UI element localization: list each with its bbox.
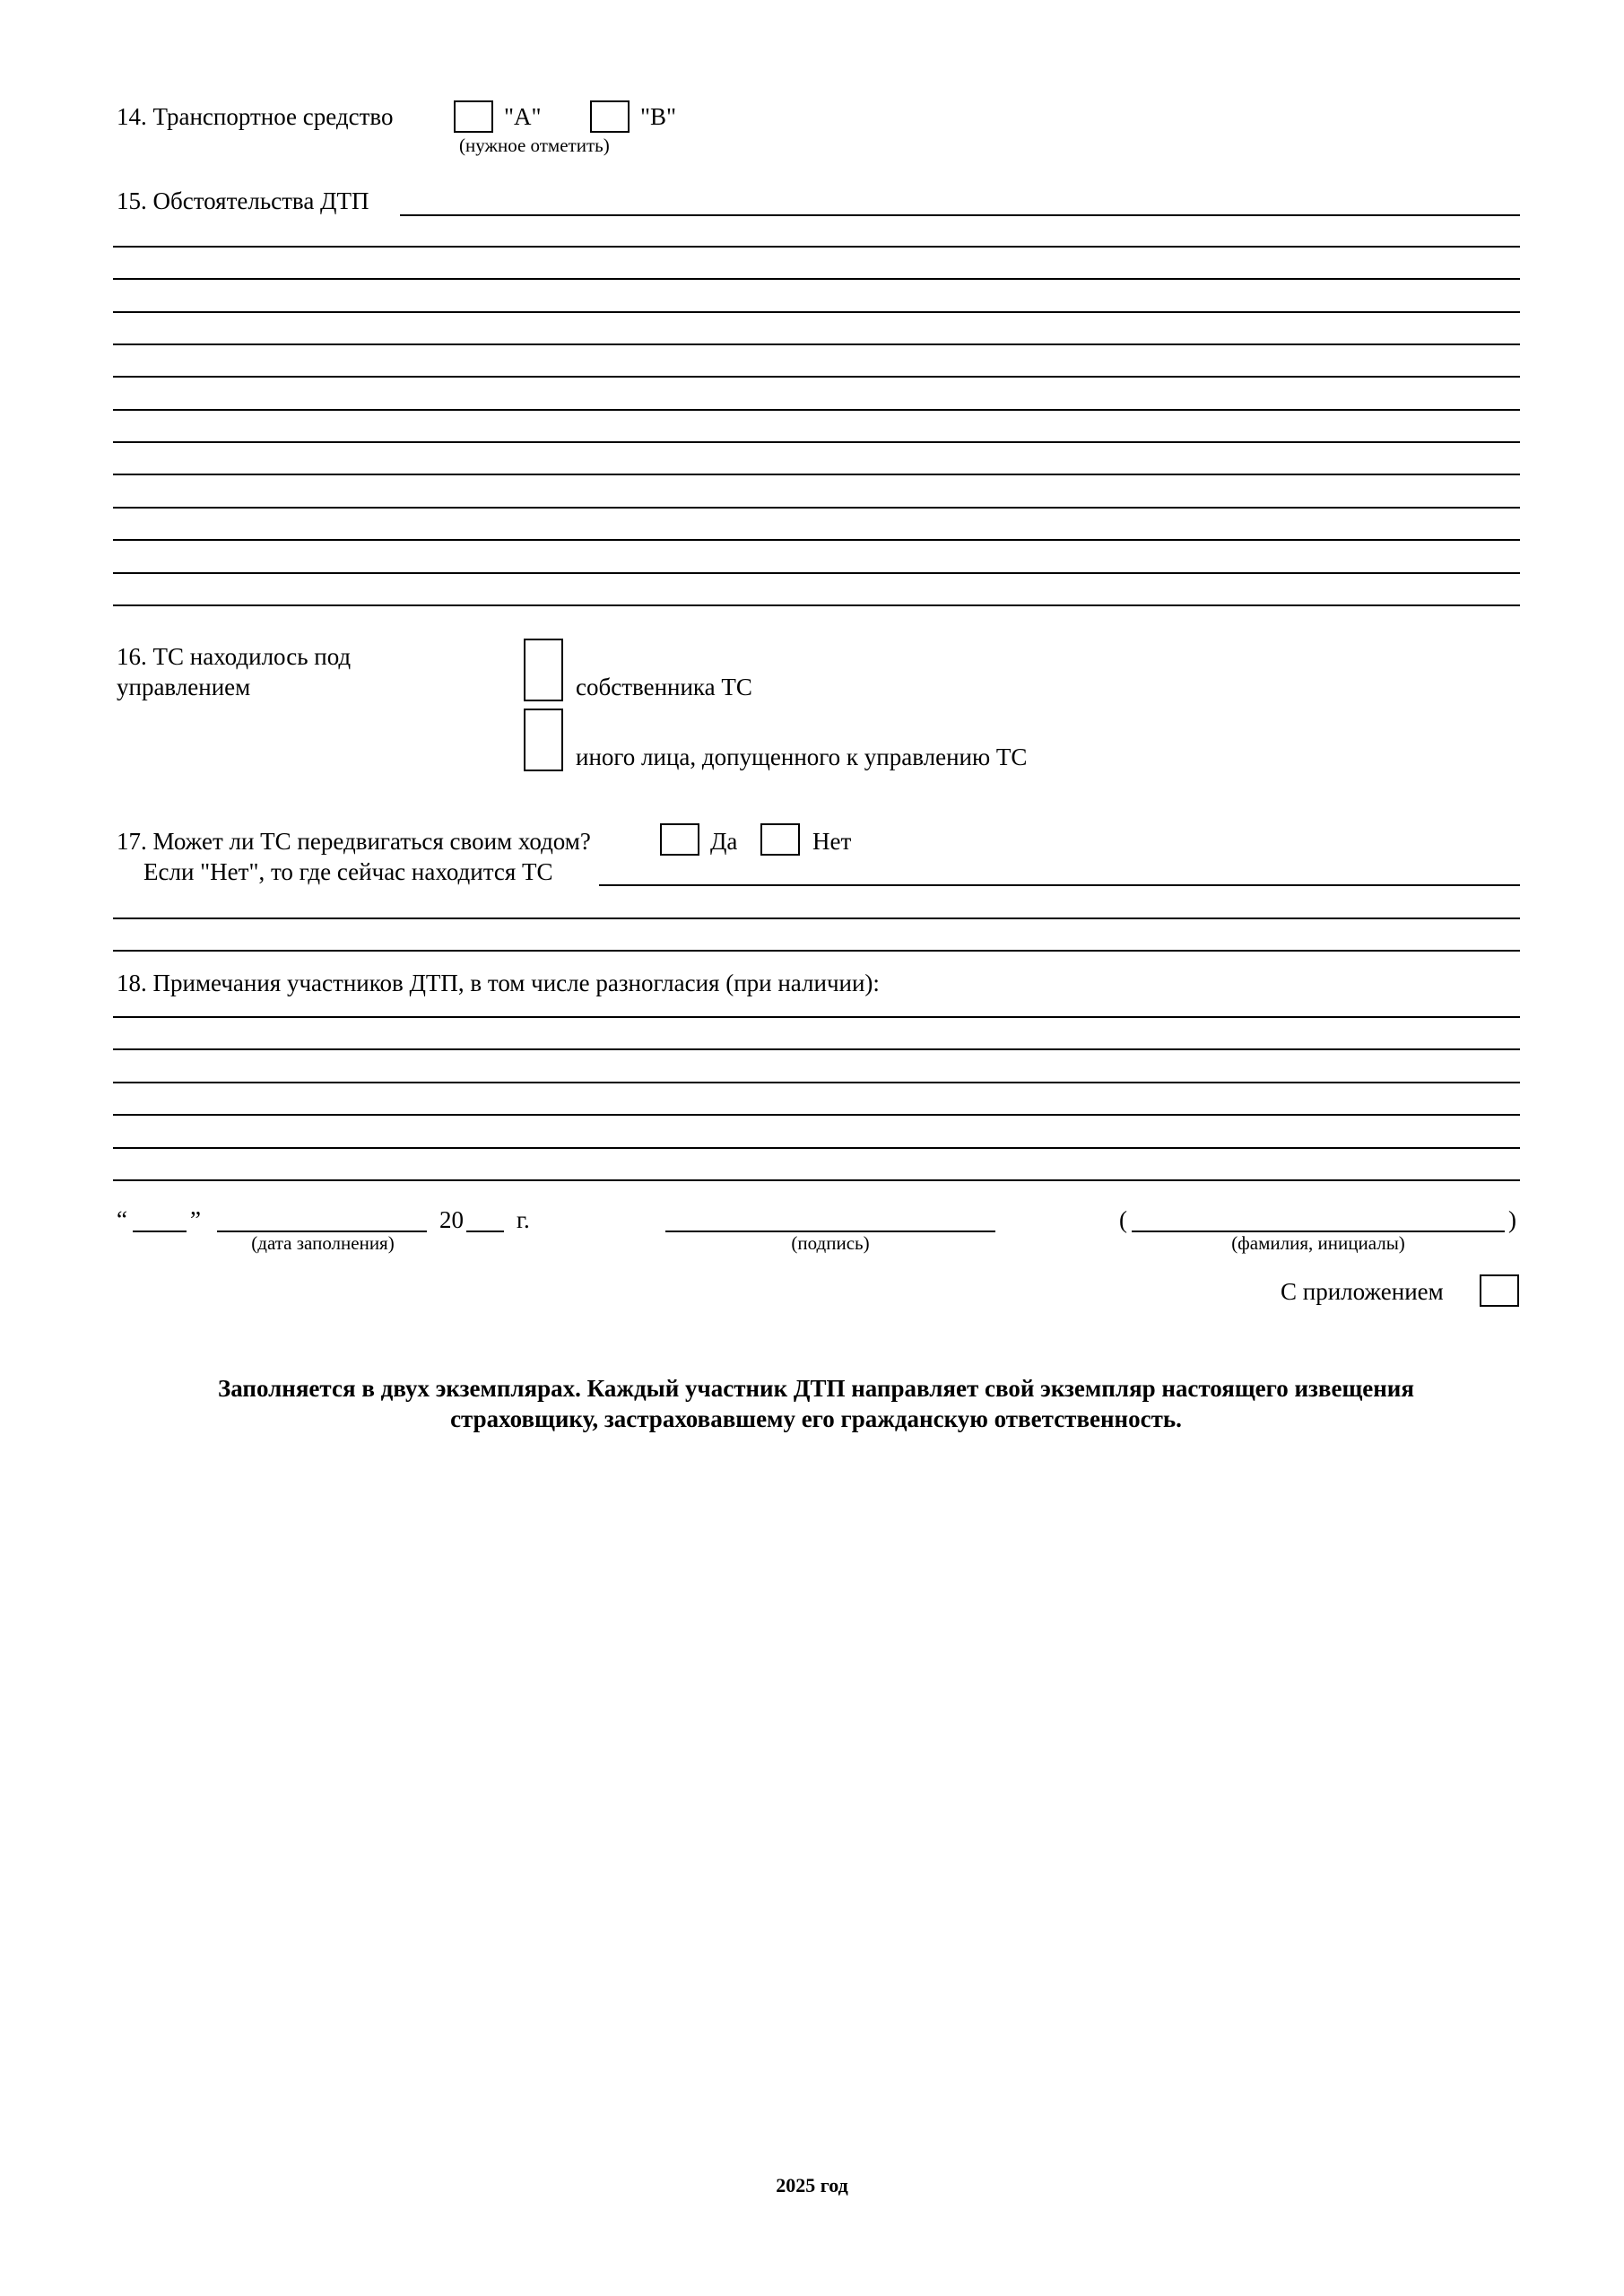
date-caption: (дата заполнения) [251, 1232, 395, 1254]
circumstances-line[interactable] [113, 604, 1520, 606]
remarks-line[interactable] [113, 1048, 1520, 1050]
date-quote-open: “ [117, 1206, 127, 1233]
movable-no-checkbox[interactable] [760, 823, 800, 856]
driver-other-checkbox[interactable] [524, 709, 563, 771]
date-year-line[interactable] [466, 1231, 504, 1232]
attachment-label: С приложением [1281, 1278, 1444, 1305]
remarks-line[interactable] [113, 1016, 1520, 1018]
date-year-suffix: г. [517, 1206, 530, 1233]
vehicle-location-line[interactable] [113, 950, 1520, 952]
vehicle-location-label: Если "Нет", то где сейчас находится ТС [143, 858, 553, 885]
item17-label: 17. Может ли ТС передвигаться своим ходом? [117, 828, 591, 855]
circumstances-line[interactable] [113, 507, 1520, 509]
vehicle-b-checkbox[interactable] [590, 100, 630, 133]
circumstances-line[interactable] [113, 474, 1520, 475]
circumstances-line[interactable] [113, 539, 1520, 541]
footer-note-line2: страховщику, застраховавшему его гражданскую ответственность. [450, 1405, 1182, 1432]
movable-yes-checkbox[interactable] [660, 823, 699, 856]
footer-note-line1: Заполняется в двух экземплярах. Каждый участник ДТП направляет свой экземпляр настоящего извещения [218, 1375, 1414, 1402]
driver-other-label: иного лица, допущенного к управлению ТС [576, 744, 1028, 770]
movable-no-label: Нет [812, 828, 852, 855]
item16-label-line2: управлением [117, 674, 251, 700]
circumstances-line[interactable] [113, 278, 1520, 280]
date-quote-close: ” [190, 1206, 201, 1233]
name-caption: (фамилия, инициалы) [1231, 1232, 1405, 1254]
vehicle-b-label: "В" [640, 103, 677, 130]
vehicle-location-line[interactable] [113, 918, 1520, 919]
remarks-line[interactable] [113, 1179, 1520, 1181]
circumstances-line[interactable] [113, 409, 1520, 411]
vehicle-location-input-line[interactable] [599, 884, 1520, 886]
attachment-checkbox[interactable] [1480, 1274, 1519, 1307]
driver-owner-label: собственника ТС [576, 674, 752, 700]
item18-label: 18. Примечания участников ДТП, в том числе разногласия (при наличии): [117, 970, 880, 996]
vehicle-a-label: "А" [504, 103, 542, 130]
item15-label: 15. Обстоятельства ДТП [117, 187, 369, 214]
item14-label: 14. Транспортное средство [117, 103, 394, 130]
circumstances-input-line[interactable] [400, 214, 1520, 216]
circumstances-line[interactable] [113, 344, 1520, 345]
item16-label-line1: 16. ТС находилось под [117, 643, 352, 670]
circumstances-line[interactable] [113, 572, 1520, 574]
signature-caption: (подпись) [791, 1232, 870, 1254]
circumstances-line[interactable] [113, 311, 1520, 313]
remarks-line[interactable] [113, 1114, 1520, 1116]
year-footer: 2025 год [776, 2174, 848, 2196]
name-paren-open: ( [1119, 1206, 1127, 1233]
circumstances-line[interactable] [113, 246, 1520, 248]
remarks-line[interactable] [113, 1082, 1520, 1083]
item14-note: (нужное отметить) [459, 135, 610, 156]
circumstances-line[interactable] [113, 376, 1520, 378]
driver-owner-checkbox[interactable] [524, 639, 563, 701]
vehicle-a-checkbox[interactable] [454, 100, 493, 133]
date-year-prefix: 20 [439, 1206, 464, 1233]
date-day-line[interactable] [133, 1231, 187, 1232]
remarks-line[interactable] [113, 1147, 1520, 1149]
movable-yes-label: Да [710, 828, 738, 855]
circumstances-line[interactable] [113, 441, 1520, 443]
name-paren-close: ) [1508, 1206, 1516, 1233]
